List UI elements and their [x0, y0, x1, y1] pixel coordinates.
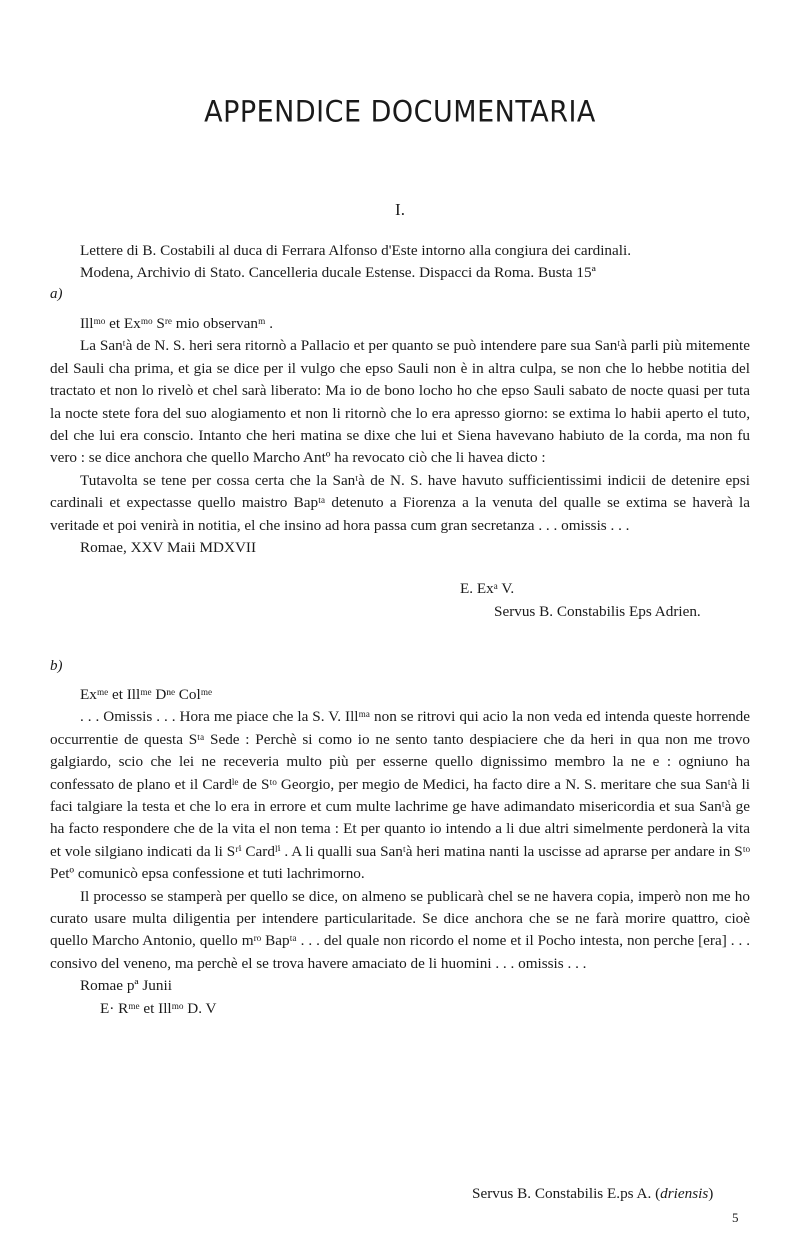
letter-a-dateline: Romae, XXV Maii MDXVII	[80, 539, 257, 557]
letter-a	[50, 313, 750, 559]
document-header	[50, 240, 750, 285]
appendix-heading: APPENDICE DOCUMENTARIA	[204, 95, 596, 130]
letter-b-paragraph: . . . Omissis . . . Hora me piace che la S. V. Illᵐᵃ non se ritrovi qui acio la non veda ed intenda queste horrende occurrentie de questa Sᵗᵃ Sede : Perchè si como io ne sento tanto despiaciere che da heri in qua non me trovo galgiardo, scio che lei ne receveria multo più per esserne quello dignissimo membro la ne e : ogniuno ha confessato de plano et il Cardˡᵉ de Sᵗᵒ Georgio, per megio de Medici, ha facto dire a N. S. meritare che sua Sanᵗà li faci talgiare la testa et che lo era in errore et cum multe lachrime ge have adimandato misericordia et sua Sanᵗà ge ha facto respondere che de la vita el non tema : Et per quanto io intendo a li due altri simelmente perdonerà la vita et vole silgiano indicati da li Sʳⁱ Cardˡⁱ . A li qualli sua Sanᵗà heri matina nanti la uscisse ad aprarse per andare in Sᵗᵒ Petº comunicò epsa confessione et tuti lachrimorno.	[50, 708, 750, 883]
signature-text: Servus B. Constabilis E.ps A. (	[472, 1185, 661, 1202]
section-number: I.	[395, 200, 405, 219]
signature-italic: driensis	[660, 1185, 709, 1202]
letter-a-paragraph: Tutavolta se tene per cossa certa che la Sanᵗà de N. S. have havuto sufficientissimi indicii de detenire epsi cardinali et expectasse quello maistro Bapᵗᵃ detenuto a Fiorenza a la venuta del qualle se extima se haverà la veritade et poi venirà in notitia, el che insino ad hora passa cum gran secretanza . . . omissis . . .	[50, 471, 750, 534]
letter-b-label: b)	[50, 658, 63, 674]
document-title: Lettere di B. Costabili al duca di Ferrara Alfonso d'Este intorno alla congiura dei cardinali.	[80, 242, 632, 259]
signature-close: )	[708, 1185, 714, 1202]
letter-a-label: a)	[50, 286, 63, 302]
letter-b-signature	[472, 1185, 713, 1203]
page-number: 5	[732, 1210, 739, 1225]
letter-a-salutation: Illᵐᵒ et Exᵐᵒ Sʳᵉ mio observanᵐ .	[80, 315, 274, 332]
letter-b-paragraph: Il processo se stamperà per quello se dice, on almeno se publicarà chel se ne havera copia, imperò non me ho curato usare multa diligentia per intendere particularitade. Se dice anchora che se ne farà morire quattro, cioè quello Marcho Antonio, quello mʳᵒ Bapᵗᵃ . . . del quale non ricordo el nome et il Pocho intesta, non perche [era] . . . consivo del veneno, ma perchè el se trova havere amaciato de li huomini . . . omissis . . .	[50, 887, 750, 972]
letter-a-closing: E. Exᵃ V.	[460, 580, 515, 597]
archive-source: Modena, Archivio di Stato. Cancelleria ducale Estense. Dispacci da Roma. Busta 15ª	[80, 264, 596, 282]
letter-b-dateline: Romae pª Junii	[80, 977, 172, 995]
letter-a-paragraph: La Sanᵗà de N. S. heri sera ritornò a Pallacio et per quanto se può intendere pare sua Sanᵗà parli più mitemente del Sauli cha prima, et gia se dice per il vulgo che epso Sauli non è in altra culpa, se non che lo hebbe notitia del tractato et non lo rivelò et chel sarà liberato: Ma io de bono locho ho che epso Sauli sabato de nocte quasi per tuta la nocte stete fora del suo alogiamento et non li ritornò che lo era apresso giorno: se extima lo habii aperto el tuto, del che lui era conscio. Intanto che heri matina se dixe che lui et Siena havevano habiuto de la corda, ma non fu vero : se dice anchora che quello Marcho Antº ha revocato ciò che li havea dicto :	[50, 337, 750, 467]
letter-b	[50, 684, 750, 1020]
letter-b-salutation: Exᵐᵉ et Illᵐᵉ Dⁿᵉ Colᵐᵉ	[80, 686, 213, 703]
letter-a-signature: Servus B. Constabilis Eps Adrien.	[494, 603, 701, 620]
letter-b-closing: E· Rᵐᵉ et Illᵐᵒ D. V	[100, 999, 217, 1017]
